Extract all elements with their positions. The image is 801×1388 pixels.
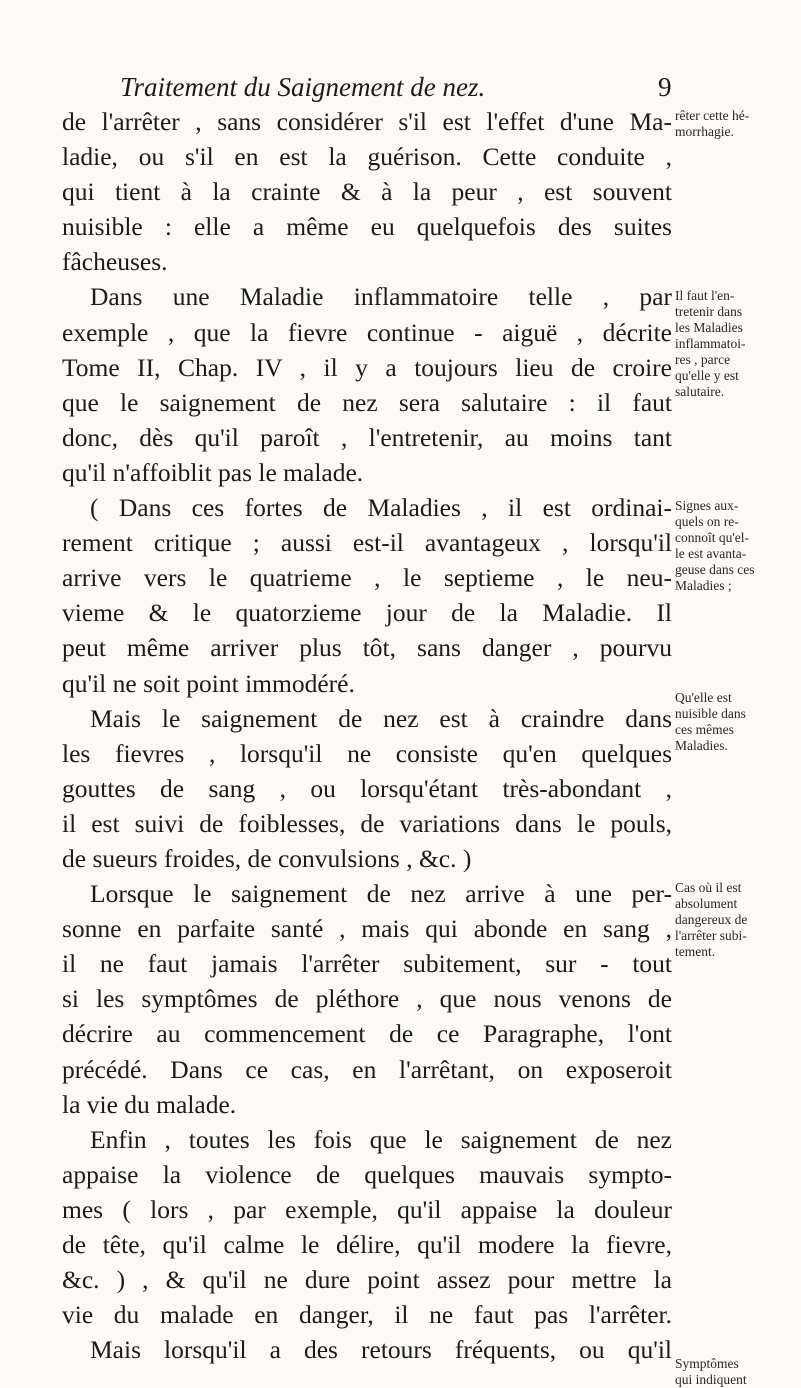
text-line: Enfin , toutes les fois que le saignement de nez [90,1124,672,1154]
margin-note-line: morrhagie. [675,124,734,139]
text-line: ( Dans ces fortes de Maladies , il est ordinai- [90,493,672,523]
margin-note-line: inflammatoi- [675,336,746,351]
margin-note-line: salutaire. [675,384,725,399]
margin-note-line: Cas où il est [675,880,742,895]
margin-note-line: quels on re- [675,514,739,529]
margin-note-line: rêter cette hé- [675,108,750,123]
margin-note-line: qui indiquent [675,1372,747,1387]
text-line: exemple , que la fievre continue - aiguë , décrite [62,317,672,347]
text-line: Tome II, Chap. IV , il y a toujours lieu de croire [62,352,672,382]
text-line: &c. ) , & qu'il ne dure point assez pour mettre la [62,1265,672,1295]
text-line: Dans une Maladie inflammatoire telle , par [90,282,672,312]
running-header [120,72,680,108]
text-line: gouttes de sang , ou lorsqu'étant très-abondant , [62,773,672,803]
text-line: qui tient à la crainte & à la peur , est souvent [62,177,672,207]
text-line: Mais le saignement de nez est à craindre dans [90,703,672,733]
text-line: Lorsque le saignement de nez arrive à une per- [90,879,672,909]
text-line: ladie, ou s'il en est la guérison. Cette conduite , [62,142,672,172]
text-line: qu'il n'affoiblit pas le malade. [62,457,364,487]
text-line: vie du malade en danger, il ne faut pas l'arrêter. [62,1300,672,1330]
margin-note-line: Symptômes [675,1356,739,1371]
margin-note-dangerous [675,880,795,960]
margin-note-line: le est avanta- [675,546,747,561]
margin-note-line: Il faut l'en- [675,288,735,303]
margin-note-line: res , parce [675,352,731,367]
text-line: décrire au commencement de ce Paragraphe, l'ont [62,1019,672,1049]
text-line: fâcheuses. [62,247,168,277]
margin-note-line: les Maladies [675,320,743,335]
text-line: de sueurs froides, de convulsions , &c. ) [62,843,472,873]
text-line: appaise la violence de quelques mauvais sympto- [62,1159,672,1189]
text-line: rement critique ; aussi est-il avantageux , lorsqu'il [62,528,672,558]
margin-note-signs [675,498,795,594]
margin-note-line: dangereux de [675,912,748,927]
margin-note-line: Maladies. [675,738,728,753]
text-line: arrive vers le quatrieme , le septieme , le neu- [62,563,672,593]
text-line: qu'il ne soit point immodéré. [62,668,355,698]
text-line: de l'arrêter , sans considérer s'il est l'effet d'une Ma- [62,107,672,136]
margin-note-line: l'arrêter subi- [675,928,747,943]
margin-note-line: Qu'elle est [675,690,732,705]
margin-note-line: tretenir dans [675,304,743,319]
main-text [62,104,672,1367]
margin-note-line: connoît qu'el- [675,530,750,545]
text-line: vieme & le quatorzieme jour de la Maladie. Il [62,598,672,628]
margin-note-symptoms [675,1356,795,1388]
page-number: 9 [658,72,672,102]
text-line: la vie du malade. [62,1089,237,1119]
text-line: mes ( lors , par exemple, qu'il appaise la douleur [62,1194,672,1224]
margin-note-line: qu'elle y est [675,368,739,383]
text-line: précédé. Dans ce cas, en l'arrêtant, on exposeroit [62,1054,672,1084]
text-line: les fievres , lorsqu'il ne consiste qu'en quelques [62,738,672,768]
text-line: il ne faut jamais l'arrêter subitement, sur - tout [62,949,672,979]
text-line: peut même arriver plus tôt, sans danger , pourvu [62,633,672,663]
text-line: Mais lorsqu'il a des retours fréquents, ou qu'il [90,1335,672,1365]
margin-note-line: nuisible dans [675,706,746,721]
text-line: que le saignement de nez sera salutaire : il faut [62,387,672,417]
text-line: donc, dès qu'il paroît , l'entretenir, au moins tant [62,422,672,452]
margin-note-line: Signes aux- [675,498,739,513]
text-line: de tête, qu'il calme le délire, qu'il modere la fievre, [62,1230,672,1259]
margin-note-line: tement. [675,944,716,959]
text-line: nuisible : elle a même eu quelquefois des suites [62,212,672,242]
margin-note-line: ces mêmes [675,722,734,737]
margin-note-line: Maladies ; [675,578,732,593]
text-line: sonne en parfaite santé , mais qui abonde en sang , [62,914,672,944]
margin-note-line: geuse dans ces [675,562,755,577]
margin-note-harmful [675,690,795,754]
margin-note-hemorrhage [675,108,795,140]
text-line: il est suivi de foiblesses, de variations dans le pouls, [62,808,672,838]
margin-note-line: absolument [675,896,738,911]
margin-note-inflammatory [675,288,795,400]
running-title: Traitement du Saignement de nez. [120,72,486,102]
text-line: si les symptômes de pléthore , que nous venons de [62,984,672,1014]
